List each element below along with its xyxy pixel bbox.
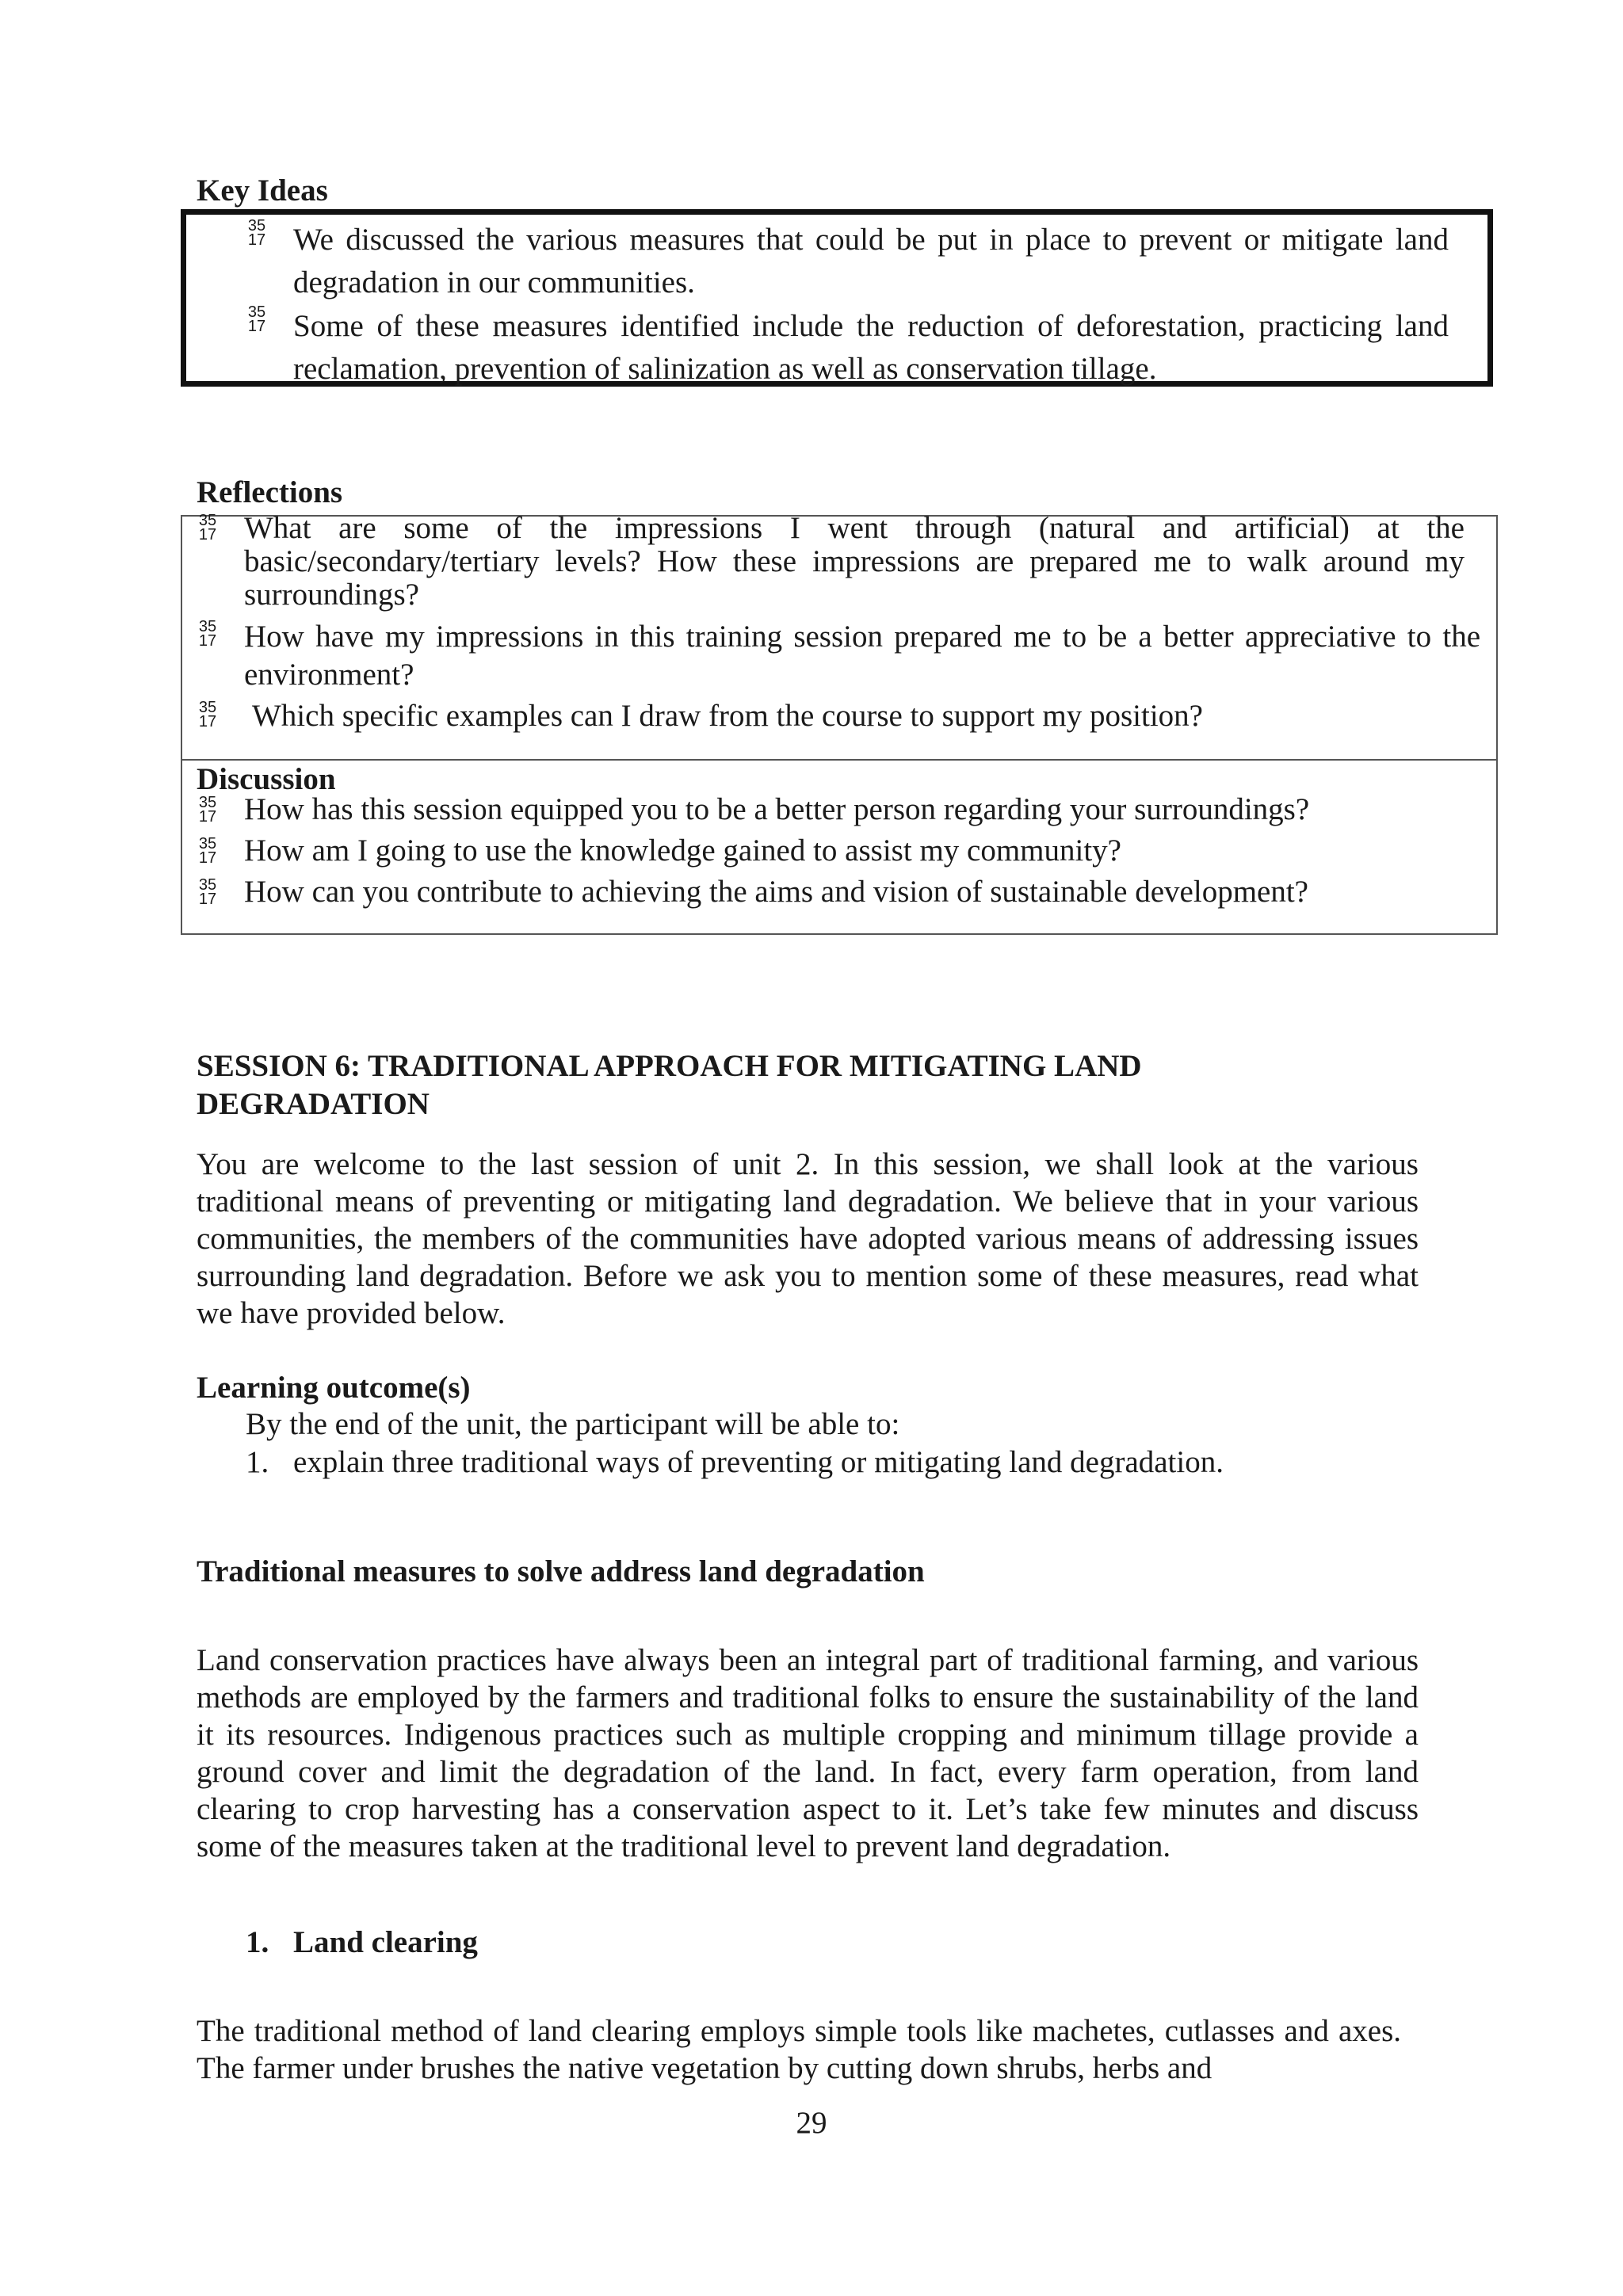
learning-outcome-item: explain three traditional ways of preventing or mitigating land degradation. [293, 1445, 1224, 1479]
bullet-marker: 35 17 [198, 876, 217, 908]
bullet-marker: 35 17 [198, 699, 217, 730]
session-intro: You are welcome to the last session of unit 2. In this session, we shall look at the various traditional means of preventing or mitigating land degradation. We believe that in your various communities, the members of the communities have adopted various means of addressing issues surrounding land degradation. Before we ask you to mention some of these measures, read what we have provided below. [197, 1147, 1419, 1330]
reflections-heading: Reflections [197, 475, 343, 509]
reflection-item: How have my impressions in this training session prepared me to be a better appreciative to the environment? [244, 620, 1480, 692]
traditional-measures-body: Land conservation practices have always been an integral part of traditional farming, and various methods are employed by the farmers and traditional folks to ensure the sustainability of the land it its resources. Indigenous practices such as multiple cropping and minimum tillage provide a ground cover and limit the degradation of the land. In fact, every farm operation, from land clearing to crop harvesting has a conservation aspect to it. Let’s take few minutes and discuss some of the measures taken at the traditional level to prevent land degradation. [197, 1643, 1419, 1863]
reflection-item: What are some of the impressions I went through (natural and artificial) at the basic/secondary/tertiary levels? How these impressions are prepared me to walk around my surroundings? [244, 511, 1465, 612]
bullet-marker: 35 17 [247, 217, 266, 249]
key-idea-item: We discussed the various measures that could be put in place to prevent or mitigate land degradation in our communities. [293, 223, 1449, 299]
bullet-marker: 35 17 [198, 618, 217, 650]
land-clearing-body: The traditional method of land clearing employs simple tools like machetes, cutlasses and axes. The farmer under brushes the native vegetation by cutting down shrubs, herbs and [197, 2014, 1401, 2085]
key-ideas-heading: Key Ideas [197, 174, 328, 208]
land-clearing-heading: Land clearing [293, 1925, 478, 1959]
reflection-item: Which specific examples can I draw from the course to support my position? [252, 699, 1203, 733]
discussion-heading: Discussion [197, 762, 336, 796]
session-title-line2: DEGRADATION [197, 1087, 430, 1121]
page-number: 29 [796, 2106, 827, 2140]
bullet-marker: 35 17 [247, 303, 266, 335]
discussion-item: How has this session equipped you to be a better person regarding your surroundings? [244, 792, 1310, 826]
traditional-measures-heading: Traditional measures to solve address land degradation [197, 1554, 925, 1589]
learning-outcomes-lead: By the end of the unit, the participant will be able to: [246, 1407, 900, 1441]
session-title-line1: SESSION 6: TRADITIONAL APPROACH FOR MITIGATING LAND [197, 1049, 1142, 1083]
bullet-marker: 35 17 [198, 512, 217, 543]
key-idea-item: Some of these measures identified include the reduction of deforestation, practicing land reclamation, prevention of salinization as well as conservation tillage. [293, 309, 1449, 386]
discussion-item: How am I going to use the knowledge gained to assist my community? [244, 833, 1121, 868]
reflections-divider [181, 759, 1498, 761]
session-title [197, 1047, 1433, 1123]
discussion-item: How can you contribute to achieving the aims and vision of sustainable development? [244, 875, 1308, 909]
bullet-marker: 35 17 [198, 835, 217, 867]
land-clearing-number: 1. [246, 1925, 269, 1959]
learning-outcome-number: 1. [246, 1445, 269, 1479]
learning-outcomes-heading: Learning outcome(s) [197, 1371, 471, 1405]
bullet-marker: 35 17 [198, 794, 217, 826]
